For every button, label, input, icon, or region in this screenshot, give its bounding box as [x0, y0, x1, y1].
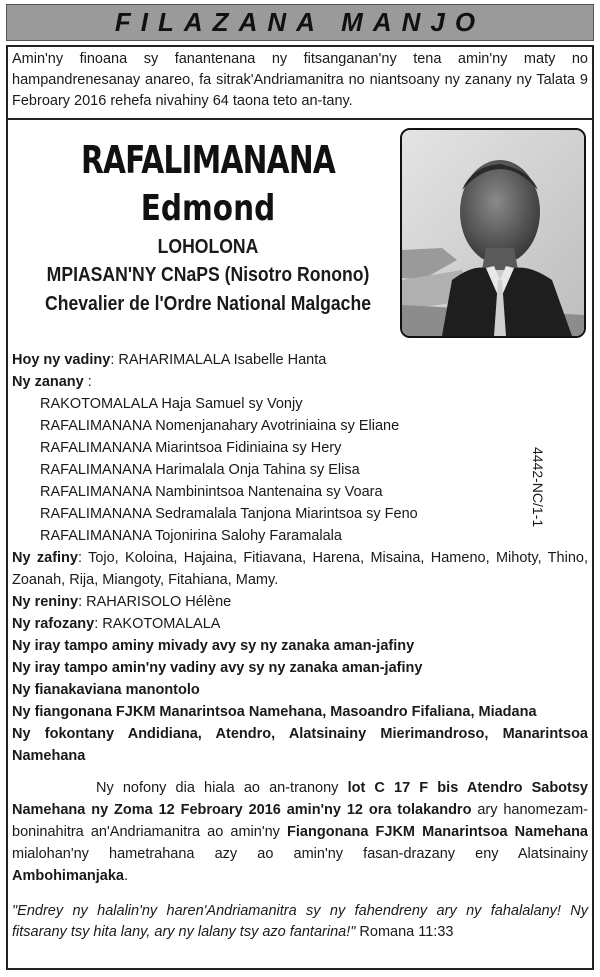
child-item: RAFALIMANANA Nambinintsoa Nantenaina sy Voara: [40, 484, 383, 500]
mother-value: RAHARISOLO Hélène: [86, 594, 232, 610]
obituary-frame: [6, 45, 594, 970]
mother-label: Ny reniny: [12, 594, 79, 610]
relatives-line: Ny iray tampo amin'ny vadiny avy sy ny zanaka aman-jafiny: [12, 660, 423, 676]
relatives-line: Ny fokontany Andidiana, Atendro, Alatsinainy Mierimandroso, Manarintsoa Namehana: [12, 726, 588, 764]
grandchildren-value: Tojo, Koloina, Hajaina, Fitiavana, Harena, Misaina, Hameno, Mihoty, Thino, Zoanah, Rija, Miangoty, Fitahiana, Mamy.: [12, 550, 588, 588]
father-in-law-line: Ny rafozany: RAKOTOMALALA: [12, 616, 221, 632]
deceased-surname: RAFALIMANANA: [80, 138, 336, 182]
spouse-value: RAHARIMALALA Isabelle Hanta: [118, 352, 327, 368]
child-item: RAFALIMANANA Tojonirina Salohy Faramalala: [40, 528, 342, 544]
quote-source: Romana 11:33: [355, 924, 454, 940]
mother-line: Ny reniny: RAHARISOLO Hélène: [12, 594, 232, 610]
funeral-text-4: .: [124, 868, 129, 884]
quote-text: "Endrey ny halalin'ny haren'Andriamanitra sy ny fahendreny ary ny fahalalany! Ny fitsarany tsy hita lany, ary ny lalany tsy azo fantarina!": [12, 903, 588, 940]
funeral-address: lot C 17 F bis Atendro Sabotsy Namehana ny Zoma 12 Febroary 2016 amin'ny 12 ora tolakandro: [12, 780, 588, 818]
divider: [8, 118, 592, 120]
portrait-image: [402, 130, 584, 336]
funeral-text-2: ary hanomezam-boninahitra an'Andriamanitra ao amin'ny: [12, 802, 588, 840]
child-item: RAFALIMANANA Miarintsoa Fidiniaina sy Hery: [40, 440, 342, 456]
children-label: Ny zanany: [12, 374, 84, 390]
children-heading: Ny zanany :: [12, 374, 92, 390]
relatives-line: Ny fiangonana FJKM Manarintsoa Namehana, Masoandro Fifaliana, Miadana: [12, 704, 537, 720]
funeral-paragraph: [12, 777, 588, 887]
relatives-line: Ny fianakaviana manontolo: [12, 682, 200, 698]
funeral-text-1: Ny nofony dia hiala ao an-tranony: [96, 780, 348, 796]
funeral-burial-place: Ambohimanjaka: [12, 868, 124, 884]
grandchildren-line: Ny zafiny: Tojo, Koloina, Hajaina, Fitiavana, Harena, Misaina, Hameno, Mihoty, Thino, Zoanah, Rija, Miangoty, Fitahiana, Mamy.: [12, 550, 588, 588]
father-in-law-label: Ny rafozany: [12, 616, 95, 632]
child-item: RAFALIMANANA Harimalala Onja Tahina sy Elisa: [40, 462, 360, 478]
funeral-church: Fiangonana FJKM Manarintsoa Namehana: [287, 824, 588, 840]
father-in-law-value: RAKOTOMALALA: [102, 616, 221, 632]
spouse-label: Hoy ny vadiny: [12, 352, 111, 368]
child-item: RAFALIMANANA Nomenjanahary Avotriniaina sy Eliane: [40, 418, 400, 434]
header-banner: [6, 4, 594, 41]
child-item: RAFALIMANANA Sedramalala Tanjona Miarintsoa sy Feno: [40, 506, 418, 522]
deceased-title-2: MPIASAN'NY CNaPS (Nisotro Ronono): [46, 264, 370, 286]
deceased-firstname: Edmond: [140, 188, 276, 229]
spouse-line: Hoy ny vadiny: RAHARIMALALA Isabelle Hanta: [12, 352, 327, 368]
header-title: FILAZANA MANJO: [114, 7, 486, 37]
scripture-quote: [12, 901, 588, 943]
child-item: RAKOTOMALALA Haja Samuel sy Vonjy: [40, 396, 303, 412]
funeral-text-3: mialohan'ny hametrahana azy ao amin'ny fasan-drazany eny Alatsinainy: [12, 846, 588, 862]
portrait-photo: [400, 128, 586, 338]
reference-code: 4442-NC/1-1: [530, 447, 546, 528]
deceased-title-3: Chevalier de l'Ordre National Malgache: [45, 293, 371, 315]
grandchildren-label: Ny zafiny: [12, 550, 78, 566]
obituary-body: [12, 349, 588, 943]
intro-paragraph: Amin'ny finoana sy fanantenana ny fitsanganan'ny tena amin'ny maty no hampandrenesanay anareo, fa sitrak'Andriamanitra no niantsoany ny zanany ny Talata 9 Febroary 2016 rehefa nivahiny 64 taona teto an-tany.: [12, 51, 588, 109]
obituary-page: [6, 4, 594, 970]
relatives-line: Ny iray tampo aminy mivady avy sy ny zanaka aman-jafiny: [12, 638, 415, 654]
deceased-title-1: LOHOLONA: [157, 236, 259, 258]
